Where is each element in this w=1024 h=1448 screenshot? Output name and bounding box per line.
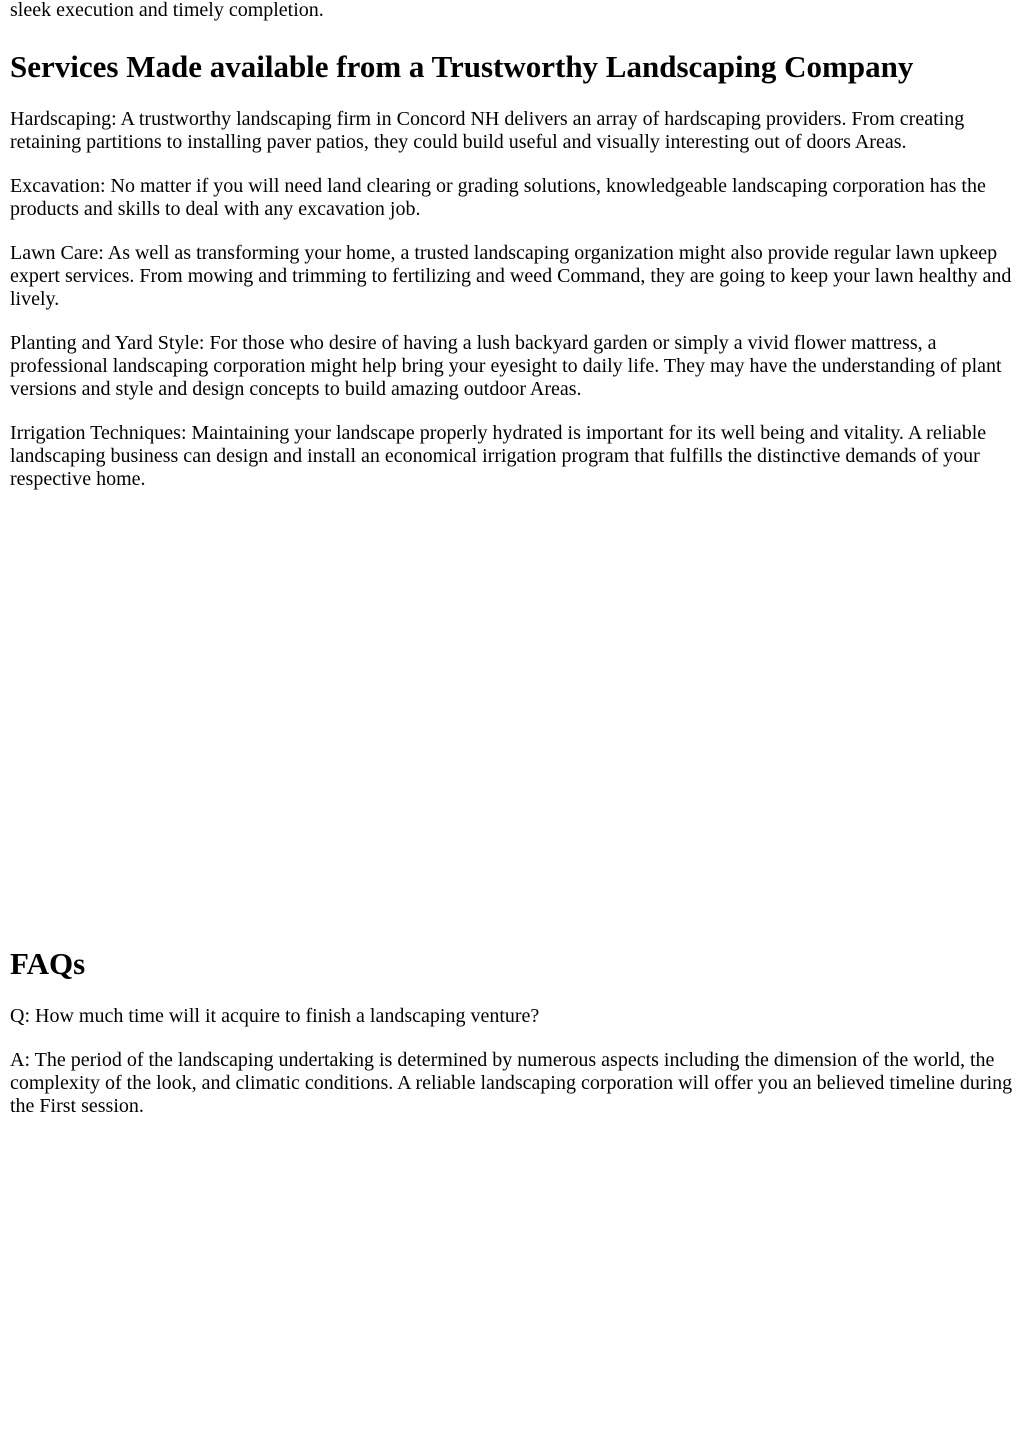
service-planting-yard-style: Planting and Yard Style: For those who desire of having a lush backyard garden or simply a vivid flower mattress, a professional landscaping corporation might help bring your eyesight to daily life. They may have the understanding of plant versions and style and design concepts to build amazing outdoor Areas. <box>10 332 1002 400</box>
faq-question: Q: How much time will it acquire to finish a landscaping venture? <box>10 1005 540 1027</box>
faq-heading: FAQs <box>10 946 86 981</box>
faq-answer: A: The period of the landscaping undertaking is determined by numerous aspects including the dimension of the world, the complexity of the look, and climatic conditions. A reliable landscaping corporation will offer you an believed timeline during the First session. <box>10 1049 1013 1117</box>
faq-section <box>10 946 1014 1118</box>
service-hardscaping: Hardscaping: A trustworthy landscaping firm in Concord NH delivers an array of hardscaping providers. From creating retaining partitions to installing paver patios, they could build useful and visually interesting out of doors Areas. <box>10 108 965 153</box>
intro-fragment: sleek execution and timely completion. <box>10 0 324 21</box>
services-section <box>10 49 1014 491</box>
service-excavation: Excavation: No matter if you will need land clearing or grading solutions, knowledgeable landscaping corporation has the products and skills to deal with any excavation job. <box>10 175 986 220</box>
service-lawn-care: Lawn Care: As well as transforming your home, a trusted landscaping organization might also provide regular lawn upkeep expert services. From mowing and trimming to fertilizing and weed Command, they are going to keep your lawn healthy and lively. <box>10 242 1012 310</box>
services-heading: Services Made available from a Trustworthy Landscaping Company <box>10 49 914 84</box>
service-irrigation: Irrigation Techniques: Maintaining your landscape properly hydrated is important for its well being and vitality. A reliable landscaping business can design and install an economical irrigation program that fulfills the distinctive demands of your respective home. <box>10 422 987 490</box>
